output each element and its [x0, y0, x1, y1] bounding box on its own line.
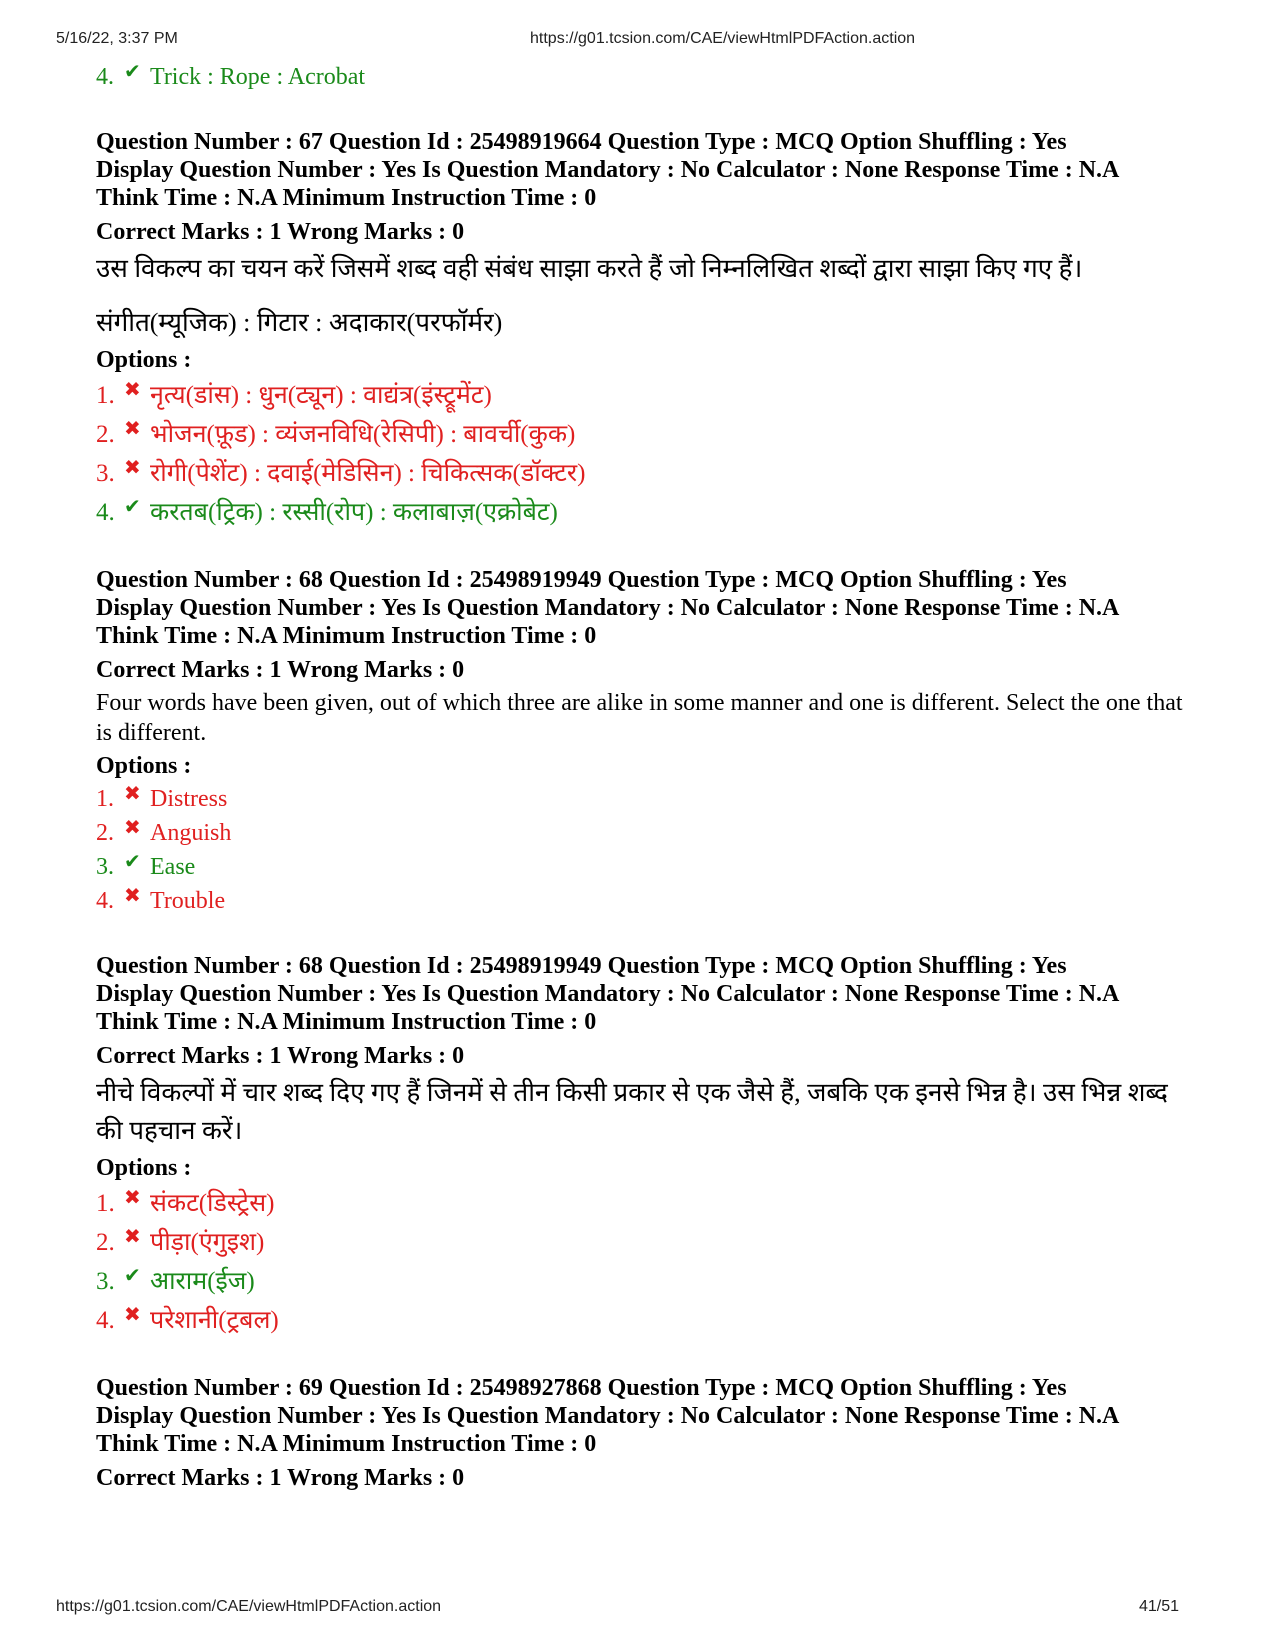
- option-text: Trouble: [150, 888, 226, 914]
- meta-line: Question Number : 68 Question Id : 25498919949 Question Type : MCQ Option Shuffling : Yes: [96, 567, 1067, 593]
- cross-icon: ✖: [124, 1226, 141, 1248]
- meta-line: Question Number : 69 Question Id : 25498927868 Question Type : MCQ Option Shuffling : Yes: [96, 1375, 1067, 1401]
- option-number: 4.: [96, 888, 114, 914]
- option-text: भोजन(फ़ूड) : व्यंजनविधि(रेसिपी) : बावर्ची(कुक): [150, 421, 576, 448]
- marks-line: Correct Marks : 1 Wrong Marks : 0: [96, 1043, 465, 1069]
- option-text: करतब(ट्रिक) : रस्सी(रोप) : कलाबाज़(एक्रोबेट): [150, 499, 558, 526]
- meta-line: Display Question Number : Yes Is Question Mandatory : No Calculator : None Response Time : N.A: [96, 1403, 1120, 1429]
- option-text: Distress: [150, 786, 228, 812]
- meta-line: Think Time : N.A Minimum Instruction Time : 0: [96, 1431, 597, 1457]
- option-number: 1.: [96, 382, 115, 409]
- option-text: परेशानी(ट्रबल): [150, 1307, 279, 1334]
- meta-line: Think Time : N.A Minimum Instruction Time : 0: [96, 623, 597, 649]
- option-item: [96, 1223, 1196, 1262]
- print-datetime: 5/16/22, 3:37 PM: [56, 30, 178, 47]
- option-item: [96, 376, 1196, 415]
- question-subtext: संगीत(म्यूजिक) : गिटार : अदाकार(परफॉर्मर): [96, 308, 503, 337]
- options-label: Options :: [96, 347, 192, 373]
- question-meta: [96, 1374, 1196, 1458]
- check-icon: ✔: [124, 61, 141, 83]
- meta-line: Display Question Number : Yes Is Question Mandatory : No Calculator : None Response Time : N.A: [96, 981, 1120, 1007]
- option-number: 3.: [96, 460, 115, 487]
- option-number: 2.: [96, 820, 114, 846]
- question-text: नीचे विकल्पों में चार शब्द दिए गए हैं जिनमें से तीन किसी प्रकार से एक जैसे हैं, जबकि एक इनसे भिन्न है। उस भिन्न शब्द की पहचान करें।: [96, 1078, 1168, 1145]
- question-meta: [96, 128, 1196, 212]
- options-label: Options :: [96, 753, 192, 779]
- options-label: Options :: [96, 1155, 192, 1181]
- question-block: [96, 952, 1196, 1340]
- option-number: 2.: [96, 1229, 115, 1256]
- option-text: Trick : Rope : Acrobat: [150, 64, 366, 90]
- option-item: [96, 493, 1196, 532]
- option-text: आराम(ईज): [150, 1268, 255, 1295]
- option-number: 1.: [96, 1190, 115, 1217]
- check-icon: ✔: [124, 496, 141, 518]
- option-text: Anguish: [150, 820, 232, 846]
- page-number: 41/51: [1138, 1598, 1179, 1615]
- option-item: [96, 60, 1196, 94]
- marks-line: Correct Marks : 1 Wrong Marks : 0: [96, 657, 465, 683]
- option-text: पीड़ा(एंगुइश): [150, 1229, 265, 1256]
- question-block: [96, 566, 1196, 918]
- document-body: [96, 60, 1196, 1492]
- cross-icon: ✖: [124, 1187, 141, 1209]
- option-item: [96, 415, 1196, 454]
- cross-icon: ✖: [124, 885, 141, 907]
- marks-line: Correct Marks : 1 Wrong Marks : 0: [96, 1465, 465, 1491]
- cross-icon: ✖: [124, 379, 141, 401]
- option-text: रोगी(पेशेंट) : दवाई(मेडिसिन) : चिकित्सक(डॉक्टर): [150, 460, 586, 487]
- option-text: संकट(डिस्ट्रेस): [150, 1190, 275, 1217]
- meta-line: Question Number : 67 Question Id : 25498919664 Question Type : MCQ Option Shuffling : Yes: [96, 129, 1067, 155]
- option-number: 4.: [96, 1307, 115, 1334]
- meta-line: Think Time : N.A Minimum Instruction Time : 0: [96, 185, 597, 211]
- option-item: [96, 816, 1196, 850]
- option-item: [96, 850, 1196, 884]
- option-item: [96, 1262, 1196, 1301]
- option-text: नृत्य(डांस) : धुन(ट्यून) : वाद्यंत्र(इंस्ट्रूमेंट): [150, 382, 492, 409]
- check-icon: ✔: [124, 1265, 141, 1287]
- cross-icon: ✖: [124, 817, 141, 839]
- footer-url: https://g01.tcsion.com/CAE/viewHtmlPDFAction.action: [56, 1598, 442, 1615]
- question-text: Four words have been given, out of which three are alike in some manner and one is different. Select the one that is different.: [96, 690, 1183, 746]
- meta-line: Display Question Number : Yes Is Question Mandatory : No Calculator : None Response Time : N.A: [96, 595, 1120, 621]
- print-url: https://g01.tcsion.com/CAE/viewHtmlPDFAction.action: [530, 30, 916, 47]
- option-number: 3.: [96, 1268, 115, 1295]
- question-meta: [96, 952, 1196, 1036]
- cross-icon: ✖: [124, 783, 141, 805]
- cross-icon: ✖: [124, 1304, 141, 1326]
- option-item: [96, 1301, 1196, 1340]
- marks-line: Correct Marks : 1 Wrong Marks : 0: [96, 219, 465, 245]
- check-icon: ✔: [124, 851, 141, 873]
- meta-line: Think Time : N.A Minimum Instruction Time : 0: [96, 1009, 597, 1035]
- meta-line: Display Question Number : Yes Is Question Mandatory : No Calculator : None Response Time : N.A: [96, 157, 1120, 183]
- meta-line: Question Number : 68 Question Id : 25498919949 Question Type : MCQ Option Shuffling : Yes: [96, 953, 1067, 979]
- option-number: 2.: [96, 421, 115, 448]
- cross-icon: ✖: [124, 457, 141, 479]
- option-number: 4.: [96, 64, 114, 90]
- option-item: [96, 1184, 1196, 1223]
- option-item: [96, 782, 1196, 816]
- cross-icon: ✖: [124, 418, 141, 440]
- question-block: [96, 128, 1196, 532]
- option-item: [96, 884, 1196, 918]
- option-item: [96, 454, 1196, 493]
- question-block: [96, 1374, 1196, 1492]
- option-number: 1.: [96, 786, 114, 812]
- question-text: उस विकल्प का चयन करें जिसमें शब्द वही संबंध साझा करते हैं जो निम्नलिखित शब्दों द्वारा साझा किए गए हैं।: [96, 254, 1083, 283]
- option-number: 4.: [96, 499, 115, 526]
- option-number: 3.: [96, 854, 114, 880]
- option-text: Ease: [150, 854, 196, 880]
- question-meta: [96, 566, 1196, 650]
